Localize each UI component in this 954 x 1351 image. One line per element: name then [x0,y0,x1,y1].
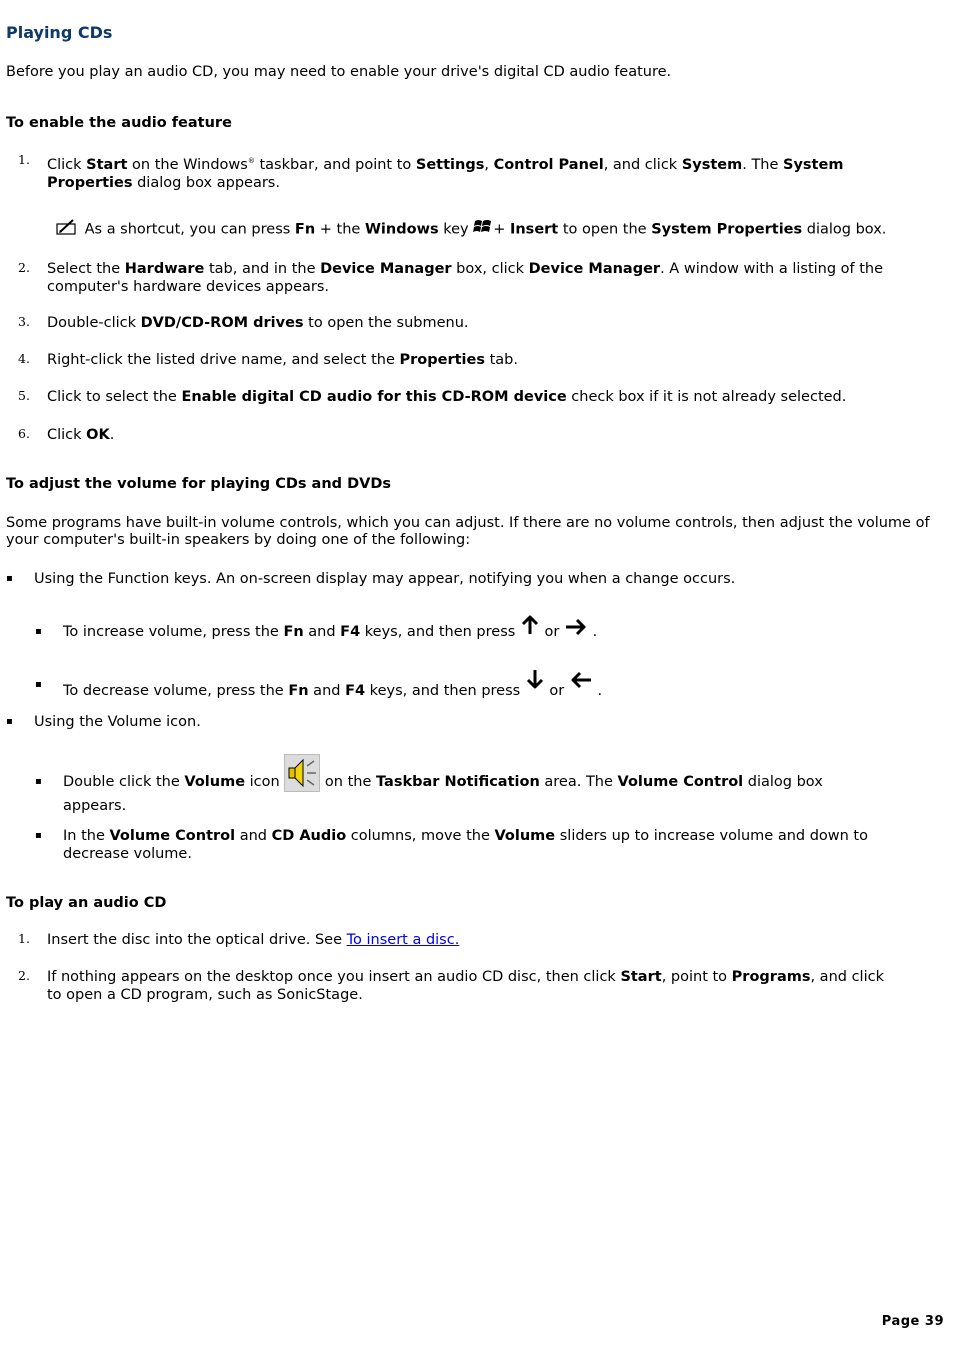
step-4: Right-click the listed drive name, and select the Properties tab. [47,352,518,368]
volume-speaker-icon [284,754,320,797]
bullet: ▪ [35,776,42,787]
step-number: 2. [18,968,30,983]
bullet: ▪ [6,716,13,727]
heading-enable-audio: To enable the audio feature [6,115,232,131]
arrow-left-icon [569,669,593,703]
step-number: 6. [18,426,30,441]
step-number: 2. [18,260,30,275]
volume-intro-paragraph: Some programs have built-in volume controls, which you can adjust. If there are no volume controls, then adjust the volume of your computer's built-in speakers by doing one of the following: [6,515,930,548]
step-5: Click to select the Enable digital CD audio for this CD-ROM device check box if it is not already selected. [47,389,847,405]
bullet: ▪ [6,573,13,584]
bullet-volume-icon: Using the Volume icon. [34,714,201,730]
sub-double-click-volume: Double click the Volume icon on the Taskbar Notification area. The Volume Control dialog box appears. [63,773,863,815]
intro-paragraph: Before you play an audio CD, you may need to enable your drive's digital CD audio feature. [6,64,672,80]
step-number: 1. [18,931,30,946]
arrow-right-icon [564,616,588,650]
sub-increase-volume: To increase volume, press the Fn and F4 keys, and then press or . [63,614,923,650]
step-6: Click OK. [47,427,115,443]
windows-key-icon [473,218,493,241]
step-3: Double-click DVD/CD-ROM drives to open the submenu. [47,315,469,331]
bullet: ▪ [35,626,42,637]
heading-adjust-volume: To adjust the volume for playing CDs and DVDs [6,476,392,492]
bullet-function-keys: Using the Function keys. An on-screen display may appear, notifying you when a change occurs. [34,571,736,587]
step-number: 4. [18,351,30,366]
arrow-up-icon [520,614,540,650]
step-2: Select the Hardware tab, and in the Device Manager box, click Device Manager. A window with a listing of the computer's hardware devices appears. [47,261,884,295]
arrow-down-icon [525,667,545,703]
note-pencil-icon [56,218,80,241]
bullet: ▪ [35,679,42,690]
note-shortcut: As a shortcut, you can press Fn + the Windows key + Insert to open the System Properties dialog box. [56,218,946,241]
play-step-1: Insert the disc into the optical drive. See To insert a disc. [47,932,460,948]
heading-play-audio-cd: To play an audio CD [6,895,167,911]
page-title: Playing CDs [6,23,113,42]
step-number: 5. [18,388,30,403]
sub-volume-sliders: In the Volume Control and CD Audio columns, move the Volume sliders up to increase volume and down to decrease volume. [63,828,868,862]
bullet: ▪ [35,830,42,841]
sub-decrease-volume: To decrease volume, press the Fn and F4 keys, and then press or . [63,667,923,707]
step-number: 1. [18,152,30,167]
page-number: Page 39 [881,1314,944,1329]
play-step-2: If nothing appears on the desktop once you insert an audio CD disc, then click Start, point to Programs, and click to open a CD program, such as SonicStage. [47,969,884,1003]
insert-disc-link[interactable]: To insert a disc. [346,932,460,948]
step-1: Click Start on the Windows® taskbar, and point to Settings, Control Panel, and click System. The System Properties dialog box appears. [47,156,844,191]
step-number: 3. [18,314,30,329]
